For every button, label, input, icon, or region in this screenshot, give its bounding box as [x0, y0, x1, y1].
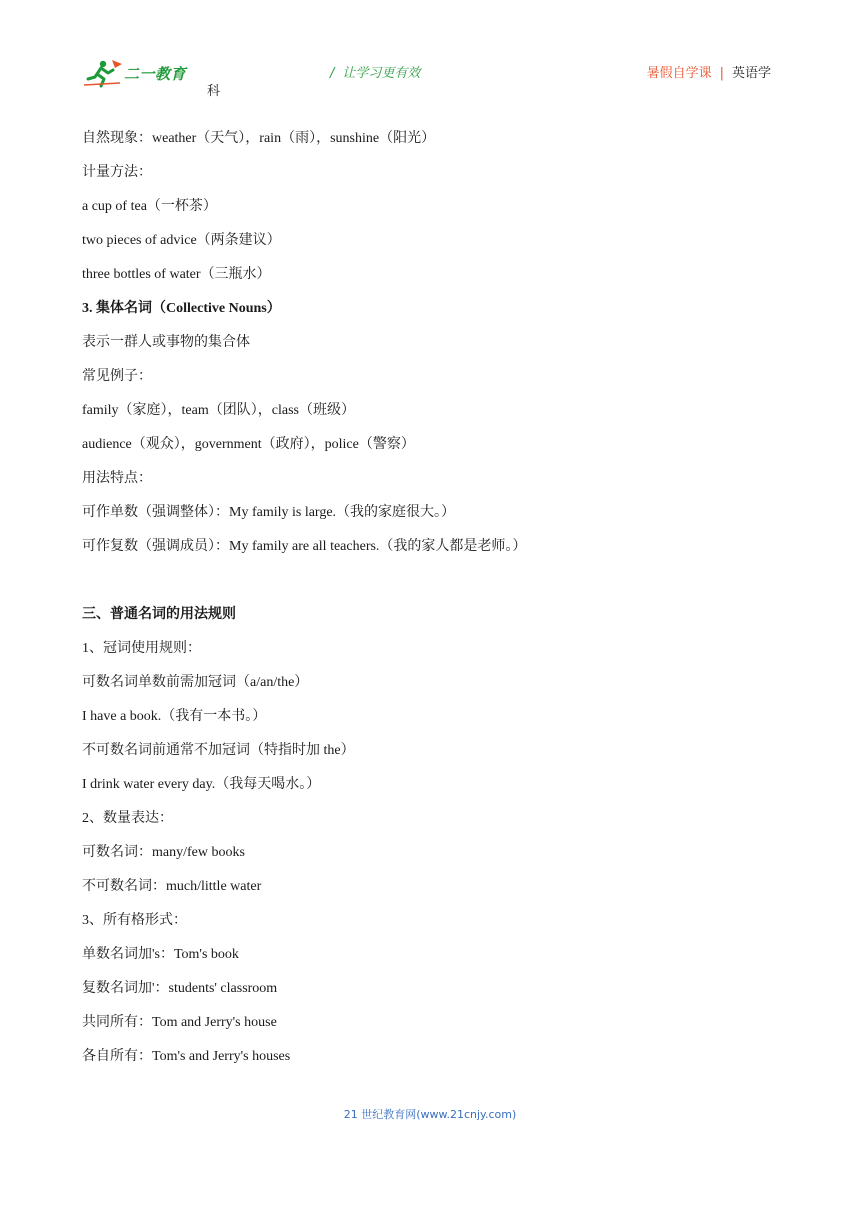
slogan-slash: / — [330, 66, 335, 81]
text-line: 不可数名词：much/little water — [82, 879, 262, 894]
text-line: 表示一群人或事物的集合体 — [82, 335, 250, 350]
text-line: 用法特点： — [82, 471, 152, 486]
text-line: family（家庭），team（团队），class（班级） — [82, 403, 355, 418]
document-body — [82, 128, 782, 1080]
text-line: 可作复数（强调成员）：My family are all teachers.（我的家人都是老师。） — [82, 539, 527, 554]
section-heading: 3. 集体名词（Collective Nouns） — [82, 301, 281, 316]
page-footer: 21 世纪教育网(www.21cnjy.com) — [343, 1108, 517, 1121]
logo-text: 二一教育 — [124, 65, 187, 83]
text-line: 不可数名词前通常不加冠词（特指时加 the） — [82, 743, 355, 758]
page-header — [0, 0, 860, 110]
text-line: 复数名词加'：students' classroom — [82, 981, 278, 996]
text-line: I have a book.（我有一本书。） — [82, 709, 267, 724]
text-line: a cup of tea（一杯茶） — [82, 199, 217, 214]
slogan — [330, 62, 420, 81]
text-line: 自然现象：weather（天气），rain（雨），sunshine（阳光） — [82, 131, 436, 146]
text-line: 可数名词：many/few books — [82, 845, 245, 860]
subject-name: 英语学 — [731, 66, 771, 81]
text-line: 可数名词单数前需加冠词（a/an/the） — [82, 675, 309, 690]
text-line: 2、数量表达： — [82, 811, 173, 826]
blank-line — [82, 570, 782, 604]
text-line: three bottles of water（三瓶水） — [82, 267, 271, 282]
course-info — [647, 62, 771, 81]
text-line: two pieces of advice（两条建议） — [82, 233, 281, 248]
slogan-text: 让学习更有效 — [342, 66, 421, 81]
text-line: I drink water every day.（我每天喝水。） — [82, 777, 321, 792]
section-heading: 三、普通名词的用法规则 — [82, 607, 236, 622]
separator: | — [719, 66, 724, 81]
text-line: 常见例子： — [82, 369, 152, 384]
subject-tail: 科 — [207, 84, 221, 99]
text-line: 单数名词加's：Tom's book — [82, 947, 239, 962]
text-line: 共同所有：Tom and Jerry's house — [82, 1015, 277, 1030]
text-line: 各自所有：Tom's and Jerry's houses — [82, 1049, 291, 1064]
text-line: 1、冠词使用规则： — [82, 641, 201, 656]
course-name: 暑假自学课 — [646, 66, 712, 81]
text-line: 可作单数（强调整体）：My family is large.（我的家庭很大。） — [82, 505, 456, 520]
text-line: audience（观众），government（政府），police（警察） — [82, 437, 415, 452]
text-line: 3、所有格形式： — [82, 913, 187, 928]
text-line: 计量方法： — [82, 165, 152, 180]
